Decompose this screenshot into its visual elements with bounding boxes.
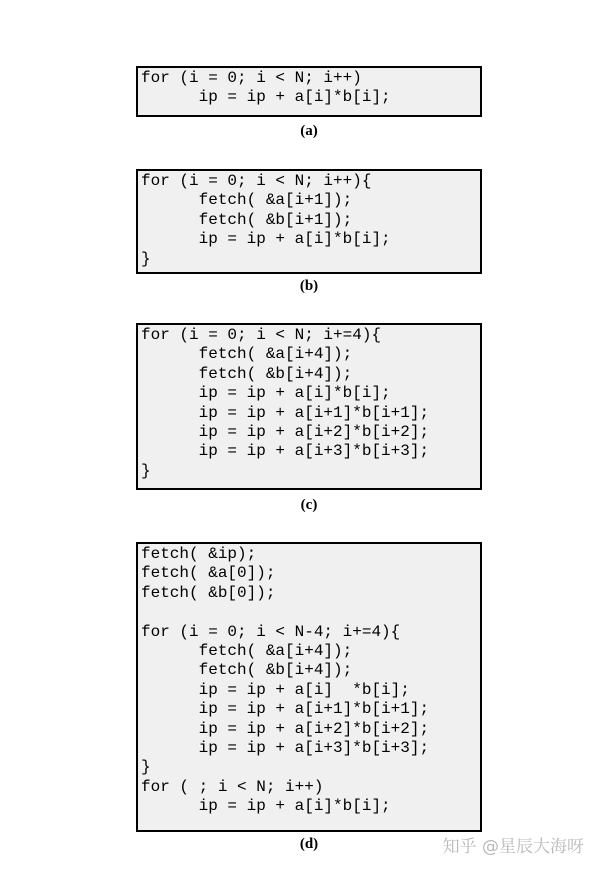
code-line: ip = ip + a[i+3]*b[i+3]; [141, 442, 430, 461]
code-line: for (i = 0; i < N-4; i+=4){ [141, 622, 401, 641]
code-line: fetch( &ip); [141, 545, 257, 563]
code-line: fetch( &b[0]); [141, 583, 276, 602]
code-line: fetch( &a[i+1]); [141, 191, 353, 210]
code-line: for (i = 0; i < N; i++) [141, 69, 362, 87]
code-line: ip = ip + a[i]*b[i]; [141, 230, 391, 249]
code-line: ip = ip + a[i]*b[i]; [141, 88, 391, 107]
code-line: } [141, 249, 151, 268]
code-block-d [136, 542, 482, 832]
code-line: fetch( &b[i+1]); [141, 210, 353, 229]
code-line: ip = ip + a[i+2]*b[i+2]; [141, 719, 430, 738]
code-block-b [136, 169, 482, 274]
code-line: fetch( &b[i+4]); [141, 364, 353, 383]
caption-c: (c) [300, 497, 318, 513]
code-line: fetch( &a[i+4]); [141, 345, 353, 364]
watermark: 知乎 @星辰大海呀 [442, 837, 584, 857]
code-line: ip = ip + a[i] *b[i]; [141, 680, 410, 699]
code-line [141, 603, 480, 622]
code-line: fetch( &b[i+4]); [141, 661, 353, 680]
code-line: for (i = 0; i < N; i+=4){ [141, 326, 382, 344]
code-line: ip = ip + a[i+2]*b[i+2]; [141, 422, 430, 441]
code-line: for (i = 0; i < N; i++){ [141, 172, 372, 190]
code-line: for ( ; i < N; i++) [141, 777, 324, 796]
code-line: } [141, 461, 151, 480]
code-line: ip = ip + a[i]*b[i]; [141, 384, 391, 403]
code-line: ip = ip + a[i+3]*b[i+3]; [141, 738, 430, 757]
code-line: fetch( &a[0]); [141, 564, 276, 583]
code-block-c [136, 323, 482, 490]
code-line: ip = ip + a[i+1]*b[i+1]; [141, 700, 430, 719]
caption-d: (d) [299, 836, 319, 852]
caption-b: (b) [299, 278, 319, 294]
code-block-a [136, 66, 482, 117]
code-line: ip = ip + a[i]*b[i]; [141, 797, 391, 816]
code-line: ip = ip + a[i+1]*b[i+1]; [141, 403, 430, 422]
code-line: } [141, 758, 151, 777]
code-line: fetch( &a[i+4]); [141, 641, 353, 660]
caption-a: (a) [300, 123, 318, 139]
